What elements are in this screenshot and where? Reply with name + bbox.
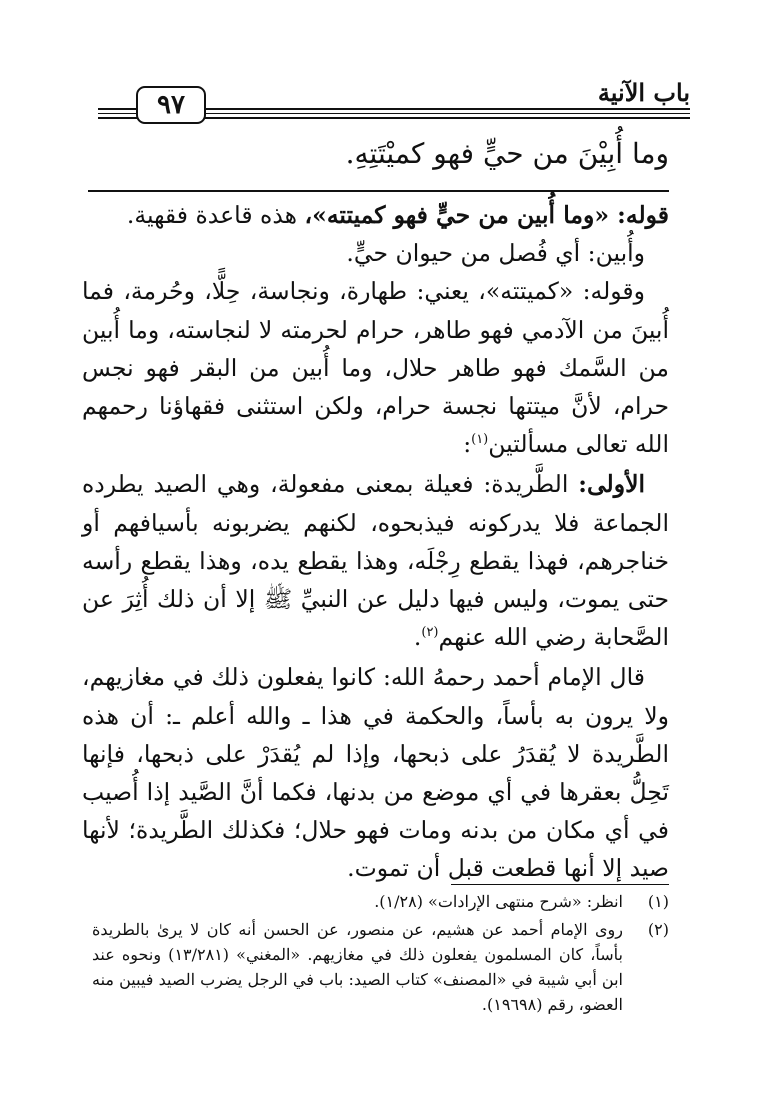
- paragraph: [82, 658, 669, 887]
- paragraph: [82, 272, 669, 463]
- footnotes: [92, 889, 669, 1020]
- paragraph: [82, 196, 669, 234]
- footnote-text: انظر: «شرح منتهى الإرادات» (١/٢٨).: [374, 892, 623, 911]
- paragraph: [82, 465, 669, 656]
- paragraph-lead: قوله: «وما أُبين من حيٍّ فهو كميتته»،: [304, 201, 669, 229]
- footnote-number: (١): [647, 892, 669, 911]
- page-header: [98, 72, 690, 124]
- paragraph-tail: :: [463, 430, 472, 459]
- paragraph-text: وأُبين: أي فُصل من حيوان حيٍّ.: [346, 239, 645, 268]
- paragraph-tail: .: [413, 623, 422, 652]
- page-number: ٩٧: [136, 86, 206, 124]
- paragraph: [82, 234, 669, 272]
- chapter-title: باب الآنية: [597, 78, 690, 107]
- footnote-separator: [451, 884, 669, 885]
- footnote-ref[interactable]: (٢): [421, 625, 439, 641]
- matn-separator: [88, 190, 669, 192]
- paragraph-text: قال الإمام أحمد رحمهُ الله: كانوا يفعلون ذلك في مغازيهم، ولا يرون به بأساً، والحكمة في هذا ـ والله أعلم ـ: أن هذه الطَّريدة لا يُقدَرُ على ذبحها، وإذا لم يُقدَرْ على ذبحها، فإنها تَحِلُّ بعقرها في أي موضع من بدنها، فكما أنَّ الصَّيد إذا أُصيب في أي مكان من بدنه ومات فهو حلال؛ فكذلك الطَّريدة؛ لأنها صيد إلا أنها قطعت قبل أن تموت.: [82, 663, 669, 883]
- footnote: [92, 889, 669, 914]
- footnote-text: روى الإمام أحمد عن هشيم، عن منصور، عن الحسن أنه كان لا يرىٰ بالطريدة بأساً، كان المسلمون يفعلون ذلك في مغازيهم. «المغني» (١٣/٢٨١) ونحوه عند ابن أبي شيبة في «المصنف» كتاب الصيد: باب في الرجل يضرب الصيد فيبين منه العضو، رقم (١٩٦٩٨).: [92, 920, 624, 1014]
- commentary-body: [82, 196, 669, 888]
- paragraph-text: الطَّريدة: فعيلة بمعنى مفعولة، وهي الصيد يطرده الجماعة فلا يدركونه فيذبحوه، لكنهم يضربونه بأسيافهم أو خناجرهم، فهذا يقطع رِجْلَه، وهذا يقطع يده، وهذا يقطع رأسه حتى يموت، وليس فيها دليل عن النبيِّ ﷺ إلا أن ذلك أُثِرَ عن الصَّحابة رضي الله عنهم: [82, 470, 669, 652]
- footnote-number: (٢): [647, 920, 669, 939]
- paragraph-text: هذه قاعدة فقهية.: [126, 201, 305, 229]
- paragraph-lead: الأولى:: [578, 470, 645, 499]
- footnote-ref[interactable]: (١): [471, 432, 489, 448]
- paragraph-text: وقوله: «كميتته»، يعني: طهارة، ونجاسة، حِلًّا، وحُرمة، فما أُبينَ من الآدمي فهو طاهر، حرام لحرمته لا لنجاسته، وما أُبين من السَّمك فهو طاهر حلال، وما أُبين من البقر فهو نجس حرام، لأنَّ ميتتها نجسة حرام، ولكن استثنى فقهاؤنا رحمهم الله تعالى مسألتين: [82, 277, 669, 459]
- matn-text: وما أُبِيْنَ من حيٍّ فهو كميْتَتِهِ.: [345, 137, 669, 170]
- footnote: [92, 917, 669, 1017]
